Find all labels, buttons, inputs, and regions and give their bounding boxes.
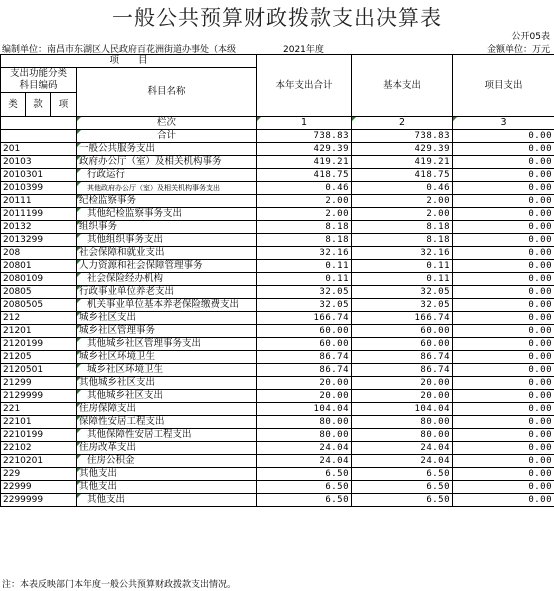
row-basic: 8.18 xyxy=(352,221,453,234)
table-row xyxy=(1,403,554,416)
row-code: 21299 xyxy=(1,377,77,390)
row-code: 20132 xyxy=(1,221,77,234)
row-total: 0.11 xyxy=(257,260,352,273)
table-row xyxy=(1,221,554,234)
row-name: 城乡社区管理事务 xyxy=(77,325,257,338)
row-basic: 32.05 xyxy=(352,299,453,312)
row-code: 20103 xyxy=(1,156,77,169)
expenditure-table xyxy=(0,54,554,507)
row-project: 0.00 xyxy=(453,208,554,221)
row-total: 418.75 xyxy=(257,169,352,182)
row-total: 20.00 xyxy=(257,390,352,403)
row-code: 208 xyxy=(1,247,77,260)
row-project: 0.00 xyxy=(453,143,554,156)
row-total: 6.50 xyxy=(257,494,352,507)
table-row xyxy=(1,455,554,468)
row-total: 104.04 xyxy=(257,403,352,416)
row-total: 0.46 xyxy=(257,182,352,195)
row-code: 2080505 xyxy=(1,299,77,312)
row-code: 21205 xyxy=(1,351,77,364)
row-basic: 24.04 xyxy=(352,442,453,455)
table-row xyxy=(1,169,554,182)
table-row xyxy=(1,143,554,156)
row-name: 纪检监察事务 xyxy=(77,195,257,208)
row-total: 419.21 xyxy=(257,156,352,169)
row-basic: 2.00 xyxy=(352,208,453,221)
table-row xyxy=(1,351,554,364)
row-total: 8.18 xyxy=(257,234,352,247)
table-row xyxy=(1,312,554,325)
row-basic: 6.50 xyxy=(352,494,453,507)
row-code: 2299999 xyxy=(1,494,77,507)
table-row xyxy=(1,468,554,481)
header-item-group: 项 目 xyxy=(1,55,257,68)
row-basic: 60.00 xyxy=(352,338,453,351)
row-name: 住房改革支出 xyxy=(77,442,257,455)
row-project: 0.00 xyxy=(453,338,554,351)
seq-2: 2 xyxy=(352,117,453,130)
row-name: 住房保障支出 xyxy=(77,403,257,416)
table-row xyxy=(1,260,554,273)
row-code: 21201 xyxy=(1,325,77,338)
row-total: 8.18 xyxy=(257,221,352,234)
table-row xyxy=(1,286,554,299)
table-row xyxy=(1,494,554,507)
row-basic: 8.18 xyxy=(352,234,453,247)
table-row xyxy=(1,338,554,351)
header-project: 项目支出 xyxy=(453,55,554,117)
header-name: 科目名称 xyxy=(77,68,257,117)
table-row xyxy=(1,273,554,286)
row-code: 22101 xyxy=(1,416,77,429)
row-basic: 32.16 xyxy=(352,247,453,260)
row-name: 其他支出 xyxy=(77,494,257,507)
row-project: 0.00 xyxy=(453,494,554,507)
table-row xyxy=(1,442,554,455)
form-number: 公开05表 xyxy=(511,32,550,42)
row-total: 60.00 xyxy=(257,338,352,351)
row-name: 机关事业单位基本养老保险缴费支出 xyxy=(77,299,257,312)
row-code: 229 xyxy=(1,468,77,481)
table-row xyxy=(1,182,554,195)
row-total: 166.74 xyxy=(257,312,352,325)
row-code: 2013299 xyxy=(1,234,77,247)
row-code: 22999 xyxy=(1,481,77,494)
row-basic: 80.00 xyxy=(352,429,453,442)
money-unit: 金额单位：万元 xyxy=(486,45,550,55)
row-code: 2010399 xyxy=(1,182,77,195)
row-basic: 0.11 xyxy=(352,260,453,273)
row-project: 0.00 xyxy=(453,221,554,234)
row-name: 其他城乡社区支出 xyxy=(77,377,257,390)
row-total: 6.50 xyxy=(257,481,352,494)
table-row xyxy=(1,247,554,260)
row-total: 2.00 xyxy=(257,195,352,208)
row-name: 行政事业单位养老支出 xyxy=(77,286,257,299)
row-code: 2080109 xyxy=(1,273,77,286)
row-basic: 429.39 xyxy=(352,143,453,156)
row-basic: 24.04 xyxy=(352,455,453,468)
row-project: 0.00 xyxy=(453,481,554,494)
footnote: 注：本表反映部门本年度一般公共预算财政拨款支出情况。 xyxy=(2,580,237,590)
seq-label: 栏次 xyxy=(77,117,257,130)
row-project: 0.00 xyxy=(453,286,554,299)
row-project: 0.00 xyxy=(453,351,554,364)
row-total: 0.11 xyxy=(257,273,352,286)
row-name: 其他支出 xyxy=(77,468,257,481)
row-code: 2120199 xyxy=(1,338,77,351)
row-total: 86.74 xyxy=(257,364,352,377)
row-name: 一般公共服务支出 xyxy=(77,143,257,156)
row-total: 6.50 xyxy=(257,468,352,481)
row-name: 保障性安居工程支出 xyxy=(77,416,257,429)
sum-basic: 738.83 xyxy=(352,130,453,143)
row-total: 32.05 xyxy=(257,286,352,299)
row-project: 0.00 xyxy=(453,195,554,208)
row-name: 其他政府办公厅（室）及相关机构事务支出 xyxy=(77,182,257,195)
sum-total: 738.83 xyxy=(257,130,352,143)
row-project: 0.00 xyxy=(453,234,554,247)
table-row xyxy=(1,481,554,494)
table-row xyxy=(1,429,554,442)
table-row xyxy=(1,325,554,338)
row-code: 22102 xyxy=(1,442,77,455)
row-name: 其他纪检监察事务支出 xyxy=(77,208,257,221)
header-code-group: 支出功能分类 科目编码 xyxy=(1,68,77,93)
row-code: 2129999 xyxy=(1,390,77,403)
header-section: 款 xyxy=(26,93,51,117)
row-code: 2210201 xyxy=(1,455,77,468)
row-basic: 80.00 xyxy=(352,416,453,429)
row-code: 2010301 xyxy=(1,169,77,182)
row-project: 0.00 xyxy=(453,377,554,390)
row-basic: 6.50 xyxy=(352,468,453,481)
row-total: 32.05 xyxy=(257,299,352,312)
row-basic: 2.00 xyxy=(352,195,453,208)
row-basic: 6.50 xyxy=(352,481,453,494)
row-name: 行政运行 xyxy=(77,169,257,182)
row-project: 0.00 xyxy=(453,364,554,377)
row-code: 2210199 xyxy=(1,429,77,442)
row-basic: 60.00 xyxy=(352,325,453,338)
row-name: 政府办公厅（室）及相关机构事务 xyxy=(77,156,257,169)
header-basic: 基本支出 xyxy=(352,55,453,117)
table-row xyxy=(1,416,554,429)
table-row xyxy=(1,234,554,247)
row-name: 社会保障和就业支出 xyxy=(77,247,257,260)
row-total: 60.00 xyxy=(257,325,352,338)
row-basic: 86.74 xyxy=(352,364,453,377)
row-total: 80.00 xyxy=(257,429,352,442)
row-basic: 418.75 xyxy=(352,169,453,182)
table-row xyxy=(1,364,554,377)
sum-project: 0.00 xyxy=(453,130,554,143)
row-code: 2011199 xyxy=(1,208,77,221)
row-project: 0.00 xyxy=(453,416,554,429)
row-project: 0.00 xyxy=(453,390,554,403)
row-project: 0.00 xyxy=(453,299,554,312)
row-name: 人力资源和社会保障管理事务 xyxy=(77,260,257,273)
row-name: 其他支出 xyxy=(77,481,257,494)
row-total: 2.00 xyxy=(257,208,352,221)
row-total: 86.74 xyxy=(257,351,352,364)
row-total: 24.04 xyxy=(257,442,352,455)
row-name: 其他组织事务支出 xyxy=(77,234,257,247)
row-project: 0.00 xyxy=(453,182,554,195)
fiscal-year: 2021年度 xyxy=(283,45,324,55)
table-row xyxy=(1,299,554,312)
row-project: 0.00 xyxy=(453,468,554,481)
row-basic: 166.74 xyxy=(352,312,453,325)
row-basic: 419.21 xyxy=(352,156,453,169)
row-project: 0.00 xyxy=(453,169,554,182)
row-project: 0.00 xyxy=(453,403,554,416)
row-name: 城乡社区环境卫生 xyxy=(77,364,257,377)
seq-1: 1 xyxy=(257,117,352,130)
seq-3: 3 xyxy=(453,117,554,130)
row-project: 0.00 xyxy=(453,156,554,169)
row-project: 0.00 xyxy=(453,325,554,338)
row-project: 0.00 xyxy=(453,312,554,325)
row-code: 20111 xyxy=(1,195,77,208)
row-total: 24.04 xyxy=(257,455,352,468)
table-row xyxy=(1,208,554,221)
row-basic: 32.05 xyxy=(352,286,453,299)
row-name: 其他城乡社区管理事务支出 xyxy=(77,338,257,351)
row-basic: 0.11 xyxy=(352,273,453,286)
sum-label: 合计 xyxy=(77,130,257,143)
row-code: 20805 xyxy=(1,286,77,299)
table-row xyxy=(1,390,554,403)
row-basic: 104.04 xyxy=(352,403,453,416)
table-row xyxy=(1,377,554,390)
row-name: 其他城乡社区支出 xyxy=(77,390,257,403)
row-name: 住房公积金 xyxy=(77,455,257,468)
table-row xyxy=(1,156,554,169)
row-code: 221 xyxy=(1,403,77,416)
row-total: 20.00 xyxy=(257,377,352,390)
row-basic: 86.74 xyxy=(352,351,453,364)
row-code: 201 xyxy=(1,143,77,156)
report-title: 一般公共预算财政拨款支出决算表 xyxy=(112,6,442,30)
row-code: 20801 xyxy=(1,260,77,273)
row-project: 0.00 xyxy=(453,260,554,273)
row-project: 0.00 xyxy=(453,273,554,286)
row-basic: 20.00 xyxy=(352,390,453,403)
row-project: 0.00 xyxy=(453,442,554,455)
row-project: 0.00 xyxy=(453,455,554,468)
header-kind: 类 xyxy=(1,93,26,117)
row-code: 212 xyxy=(1,312,77,325)
row-name: 其他保障性安居工程支出 xyxy=(77,429,257,442)
row-project: 0.00 xyxy=(453,247,554,260)
header-item: 项 xyxy=(51,93,77,117)
row-name: 城乡社区环境卫生 xyxy=(77,351,257,364)
row-basic: 20.00 xyxy=(352,377,453,390)
row-total: 429.39 xyxy=(257,143,352,156)
row-name: 组织事务 xyxy=(77,221,257,234)
row-basic: 0.46 xyxy=(352,182,453,195)
row-total: 80.00 xyxy=(257,416,352,429)
row-project: 0.00 xyxy=(453,429,554,442)
row-total: 32.16 xyxy=(257,247,352,260)
row-name: 城乡社区支出 xyxy=(77,312,257,325)
row-name: 社会保险经办机构 xyxy=(77,273,257,286)
table-row xyxy=(1,195,554,208)
compiling-unit: 编制单位：南昌市东湖区人民政府百花洲街道办事处（本级 xyxy=(2,45,237,55)
header-total: 本年支出合计 xyxy=(257,55,352,117)
row-code: 2120501 xyxy=(1,364,77,377)
